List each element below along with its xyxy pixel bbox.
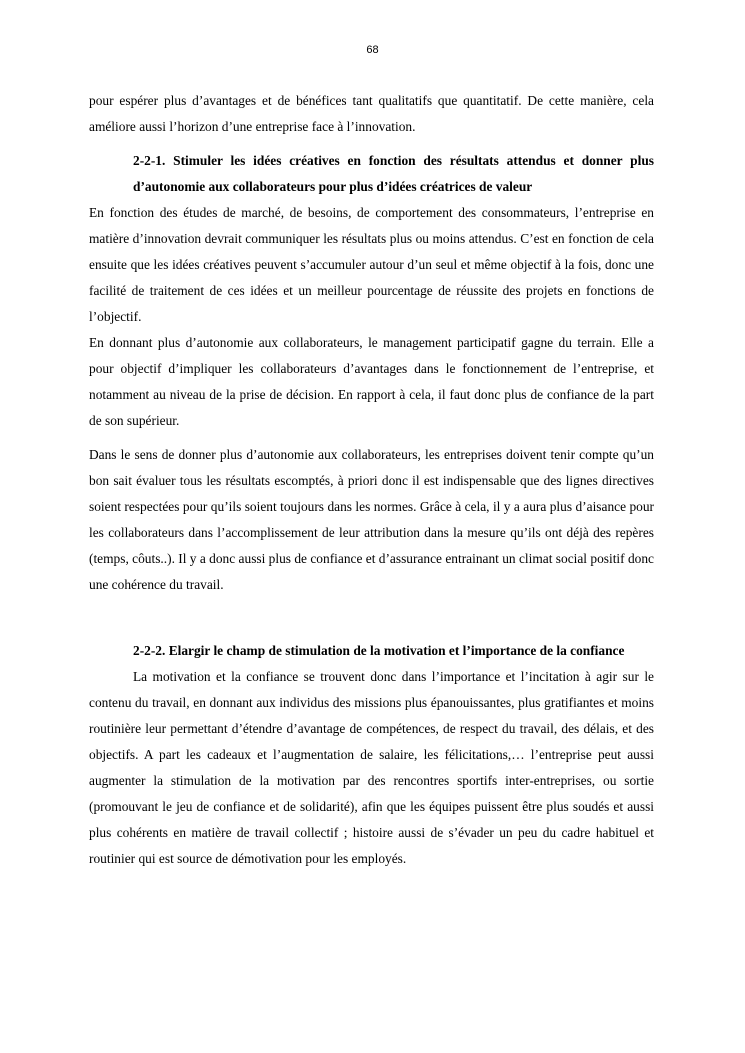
section2-paragraph: La motivation et la confiance se trouvent donc dans l’importance et l’incitation à agir sur le contenu du travail, en donnant aux individus des missions plus épanouissantes, plus gratifiantes et moins routinière leur permettant d’étendre d’avantage de compétences, de respect du travail, des délais, et des objectifs. A part les cadeaux et l’augmentation de salaire, les félicitations,… l’entreprise peut aussi augmenter la stimulation de la motivation par des rencontres sportifs inter-entreprises, ou sortie (promouvant le jeu de confiance et de solidarité), afin que les équipes puissent être plus soudés et aussi plus cohérents en matière de travail collectif ; histoire aussi de s’évader un peu du cadre habituel et routinier qui est source de démotivation pour les employés. <box>89 669 654 866</box>
page-number: 68 <box>366 44 379 56</box>
section-heading-2-2-1: 2-2-1. Stimuler les idées créatives en fonction des résultats attendus et donner plus d’autonomie aux collaborateurs pour plus d’idées créatrices de valeur <box>133 153 654 194</box>
intro-paragraph: pour espérer plus d’avantages et de bénéfices tant qualitatifs que quantitatif. De cette manière, cela améliore aussi l’horizon d’une entreprise face à l’innovation. <box>89 93 654 134</box>
section1-paragraph-2: En donnant plus d’autonomie aux collaborateurs, le management participatif gagne du terrain. Elle a pour objectif d’impliquer les collaborateurs d’avantages dans le fonctionnement de l’entreprise, et notamment au niveau de la prise de décision. En rapport à cela, il faut donc plus de confiance de la part de son supérieur. <box>89 335 654 428</box>
section1-paragraph-3: Dans le sens de donner plus d’autonomie aux collaborateurs, les entreprises doivent tenir compte qu’un bon sait évaluer tous les résultats escomptés, à priori donc il est indispensable que des lignes directives soient respectées pour qu’ils soient toujours dans les normes. Grâce à cela, il y a aura plus d’aisance pour les collaborateurs dans l’accomplissement de leur attribution dans la mesure qu’ils ont déjà des repères (temps, côuts..). Il y a donc aussi plus de confiance et d’assurance entrainant un climat social positif donc une cohérence du travail. <box>89 447 654 592</box>
spacer <box>89 140 654 148</box>
spacer <box>89 434 654 442</box>
section-heading-2-2-2: 2-2-2. Elargir le champ de stimulation de la motivation et l’importance de la confiance <box>133 643 625 658</box>
spacer <box>89 598 654 638</box>
document-body <box>89 88 654 872</box>
section1-paragraph-1: En fonction des études de marché, de besoins, de comportement des consommateurs, l’entreprise en matière d’innovation devrait communiquer les résultats plus ou moins attendus. C’est en fonction de cela ensuite que les idées créatives peuvent s’accumuler autour d’un seul et même objectif à la fois, donc une facilité de traitement de ces idées et un meilleur pourcentage de réussite des projets en fonctions de l’objectif. <box>89 205 654 324</box>
